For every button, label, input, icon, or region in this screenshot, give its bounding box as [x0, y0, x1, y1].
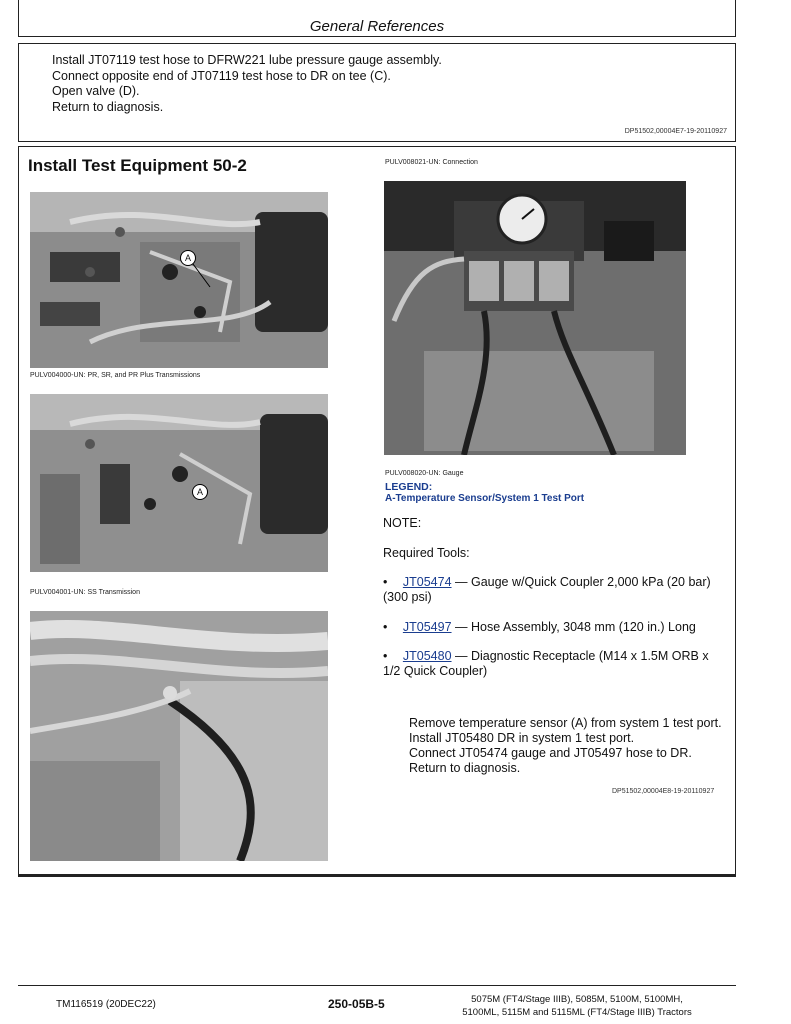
- procedure-1-step: Return to diagnosis.: [52, 99, 164, 114]
- footer-models: [432, 993, 722, 1019]
- photo-connection-closeup: [30, 611, 328, 861]
- footer-rule: [18, 985, 736, 986]
- tool-desc: — Diagnostic Receptacle (M14 x 1.5M ORB x 1/2 Quick Coupler): [383, 649, 709, 678]
- procedure-1-ref: DP51502,00004E7-19-20110927: [624, 128, 727, 135]
- section-bottom-rule: [18, 875, 736, 877]
- tool-link-jt05497[interactable]: JT05497: [402, 620, 452, 634]
- figure-1-caption: PULV004000-UN: PR, SR, and PR Plus Transmissions: [30, 372, 201, 379]
- procedure-2-step: Connect JT05474 gauge and JT05497 hose to DR.: [409, 746, 692, 760]
- tool-item: [383, 575, 728, 605]
- tool-link-jt05474[interactable]: JT05474: [402, 575, 452, 589]
- tool-desc: — Gauge w/Quick Coupler 2,000 kPa (20 bar) (300 psi): [383, 575, 711, 604]
- photo-pr-sr-transmission: [30, 192, 328, 368]
- photo-gauge-connection: [384, 181, 686, 455]
- photo-ss-transmission: [30, 394, 328, 572]
- footer-doc-id: TM116519 (20DEC22): [56, 999, 156, 1010]
- legend-heading: LEGEND:: [385, 481, 433, 493]
- footer-page-number: 250-05B-5: [328, 997, 385, 1011]
- tool-item: [383, 649, 728, 679]
- figure-right-2-caption: PULV008020-UN: Gauge: [385, 470, 464, 477]
- procedure-box-1: [18, 43, 736, 142]
- procedure-2-step: Remove temperature sensor (A) from system 1 test port.: [409, 716, 722, 730]
- procedure-1-step: Connect opposite end of JT07119 test hose to DR on tee (C).: [52, 68, 391, 83]
- procedure-2-step: Return to diagnosis.: [409, 761, 521, 775]
- tool-item: [383, 620, 728, 635]
- section-title: Install Test Equipment 50-2: [28, 156, 247, 175]
- procedure-2-ref: DP51502,00004E8-19-20110927: [612, 788, 715, 795]
- callout-a: A: [180, 250, 196, 266]
- procedure-1-steps: [52, 53, 442, 115]
- bullet: •: [383, 649, 388, 663]
- procedure-1-step: Install JT07119 test hose to DFRW221 lube pressure gauge assembly.: [52, 53, 442, 67]
- callout-a: A: [192, 484, 208, 500]
- figure-2-caption: PULV004001-UN: SS Transmission: [30, 589, 140, 596]
- note-label: NOTE:: [383, 516, 422, 530]
- tool-desc: — Hose Assembly, 3048 mm (120 in.) Long: [451, 620, 696, 634]
- procedure-2-step: Install JT05480 DR in system 1 test port.: [409, 731, 635, 745]
- legend-item-a: A-Temperature Sensor/System 1 Test Port: [385, 493, 585, 504]
- footer-models-line: 5075M (FT4/Stage IIIB), 5085M, 5100M, 5100MH,: [471, 994, 683, 1005]
- figure-right-caption: PULV008021-UN: Connection: [385, 159, 478, 166]
- required-tools-label: Required Tools:: [383, 546, 470, 560]
- footer-models-line: 5100ML, 5115M and 5115ML (FT4/Stage IIIB) Tractors: [462, 1007, 692, 1018]
- bullet: •: [383, 620, 388, 634]
- bullet: •: [383, 575, 388, 589]
- procedure-2-steps: [409, 716, 722, 776]
- page-header-title: General References: [309, 18, 445, 35]
- tool-link-jt05480[interactable]: JT05480: [402, 649, 452, 663]
- procedure-1-step: Open valve (D).: [52, 84, 140, 98]
